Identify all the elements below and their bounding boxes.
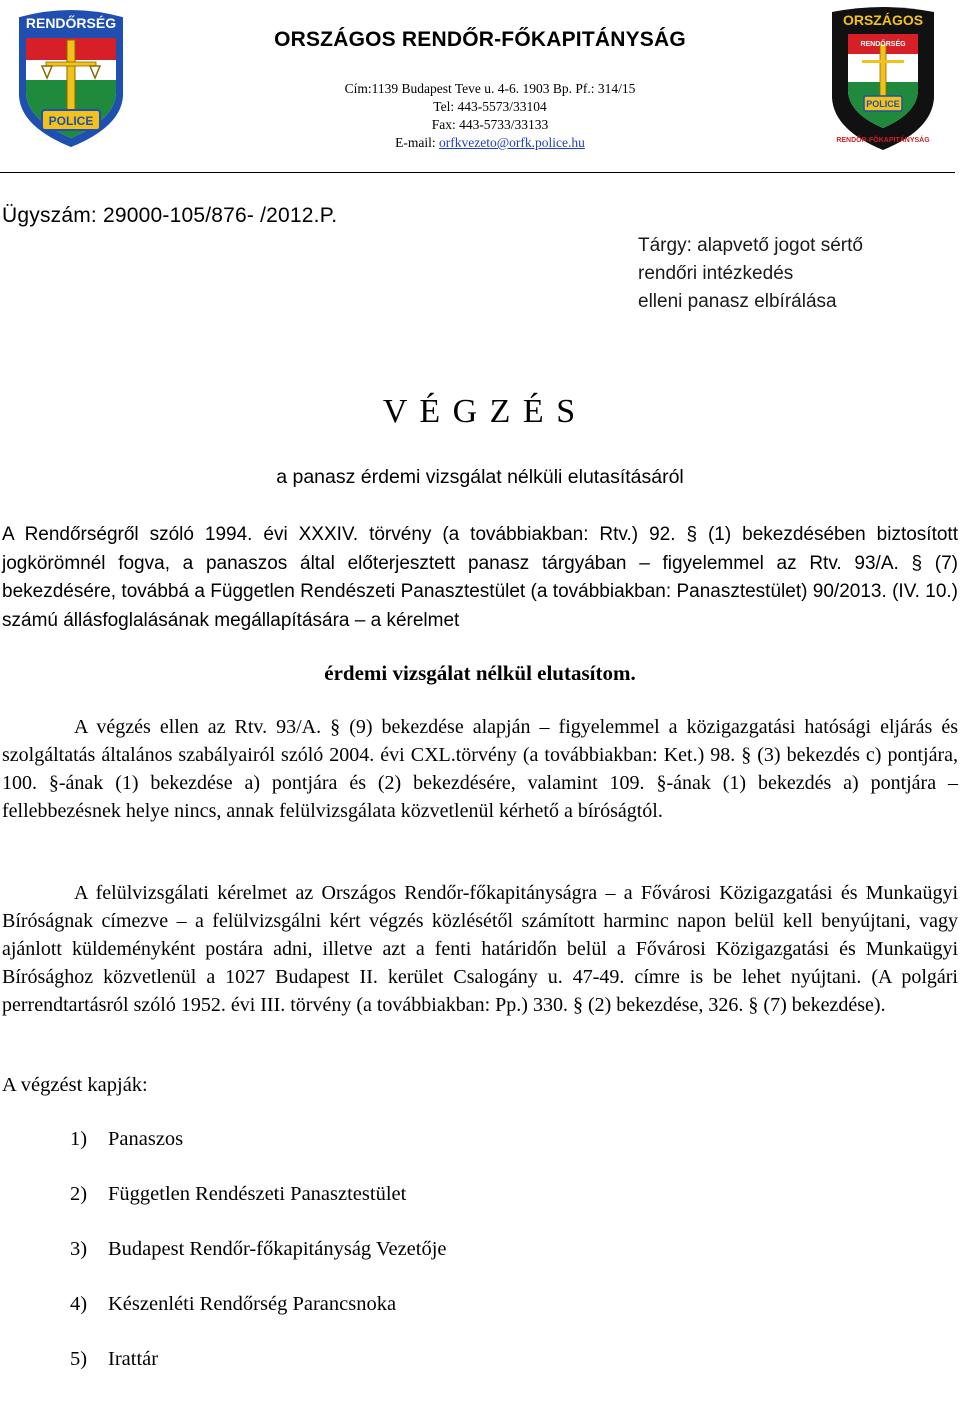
recipients-list bbox=[70, 1128, 447, 1403]
list-item bbox=[70, 1183, 447, 1238]
list-item-label: Budapest Rendőr-főkapitányság Vezetője bbox=[108, 1238, 447, 1260]
subject-line-2: rendőri intézkedés bbox=[638, 263, 794, 284]
list-item-label: Panaszos bbox=[108, 1128, 184, 1150]
header-divider bbox=[0, 172, 955, 173]
police-logo-left bbox=[12, 4, 130, 149]
list-item bbox=[70, 1348, 447, 1403]
logo-right-badge-text: POLICE bbox=[866, 99, 900, 109]
email-line bbox=[300, 134, 680, 152]
case-number: Ügyszám: 29000-105/876- /2012.P. bbox=[2, 204, 338, 227]
list-item bbox=[70, 1238, 447, 1293]
decision-statement: érdemi vizsgálat nélkül elutasítom. bbox=[324, 661, 636, 685]
logo-right-top-text: ORSZÁGOS bbox=[842, 12, 924, 28]
paragraph-legal-basis: A Rendőrségről szóló 1994. évi XXXIV. törvény (a továbbiakban: Rtv.) 92. § (1) bekezdésében biztosított jogkörömnél fogva, a panaszos által előterjesztett panasz tárgyában – figyelemmel az Rtv. 93/A. § (7) bekezdésére, továbbá a Független Rendészeti Panasztestület (a továbbiakban: Panasztestület) 90/2013. (IV. 10.) számú állásfoglalásának megállapítására – a kérelmet bbox=[2, 524, 958, 631]
fax-line: Fax: 443-5733/33133 bbox=[431, 117, 549, 132]
recipients-title: A végzést kapják: bbox=[2, 1074, 148, 1096]
logo-left-badge-text: POLICE bbox=[48, 114, 94, 128]
list-item-number: 5) bbox=[70, 1348, 88, 1370]
police-logo-right bbox=[828, 4, 938, 152]
list-item-number: 2) bbox=[70, 1183, 88, 1205]
document-title: V É G Z É S bbox=[382, 393, 578, 430]
subject-line-1: Tárgy: alapvető jogot sértő bbox=[638, 235, 863, 256]
paragraph-review-request: A felülvizsgálati kérelmet az Országos Rendőr-főkapitányságra – a Fővárosi Közigazgatási és Munkaügyi Bíróságnak címezve – a felülvizsgálni kért végzés közlésétől számított harminc napon belül kell benyújtani, vagy ajánlott küldeményként postára adni, illetve azt a fenti határidőn belül a Fővárosi Közigazgatási és Munkaügyi Bírósághoz közvetlenül a 1027 Budapest II. kerület Csalogány u. 47-49. címre is be lehet nyújtani. (A polgári perrendtartásról szóló 1952. évi III. törvény (a továbbiakban: Pp.) 330. § (2) bekezdése, 326. § (7) bekezdése). bbox=[2, 882, 958, 1016]
document-subtitle: a panasz érdemi vizsgálat nélküli elutasításáról bbox=[276, 466, 684, 488]
logo-right-bottom-text: RENDŐR-FŐKAPITÁNYSÁG bbox=[836, 137, 930, 144]
list-item-label: Készenléti Rendőrség Parancsnoka bbox=[108, 1293, 397, 1315]
list-item-number: 3) bbox=[70, 1238, 88, 1260]
organization-name: ORSZÁGOS RENDŐR-FŐKAPITÁNYSÁG bbox=[274, 28, 686, 51]
paragraph-appeal: A végzés ellen az Rtv. 93/A. § (9) bekezdése alapján – figyelemmel a közigazgatási hatósági eljárás és szolgáltatás általános szabályairól szóló 2004. évi CXL.törvény (a továbbiakban: Ket.) 98. § (3) bekezdés c) pontjára, 100. §-ának (1) bekezdése a) pontjára és (2) bekezdésére, valamint 109. §-ának (1) bekezdés a) pontjára – fellebbezésnek helye nincs, annak felülvizsgálata közvetlenül kérhető a bíróságtól. bbox=[2, 716, 958, 822]
phone-line: Tel: 443-5573/33104 bbox=[433, 99, 547, 114]
list-item bbox=[70, 1128, 447, 1183]
email-link[interactable]: orfkvezeto@orfk.police.hu bbox=[438, 135, 585, 150]
contact-block bbox=[300, 80, 680, 152]
address-line: Cím:1139 Budapest Teve u. 4-6. 1903 Bp. Pf.: 314/15 bbox=[344, 81, 636, 96]
subject-line-3: elleni panasz elbírálása bbox=[638, 291, 837, 312]
list-item-label: Irattár bbox=[108, 1348, 159, 1370]
list-item bbox=[70, 1293, 447, 1348]
list-item-label: Független Rendészeti Panasztestület bbox=[108, 1183, 407, 1205]
subject-block bbox=[638, 232, 863, 316]
email-label: E-mail: bbox=[395, 135, 439, 150]
list-item-number: 4) bbox=[70, 1293, 88, 1315]
logo-left-top-text: RENDŐRSÉG bbox=[25, 15, 117, 31]
logo-right-inner-text: RENDŐRSÉG bbox=[860, 41, 906, 48]
list-item-number: 1) bbox=[70, 1128, 88, 1150]
